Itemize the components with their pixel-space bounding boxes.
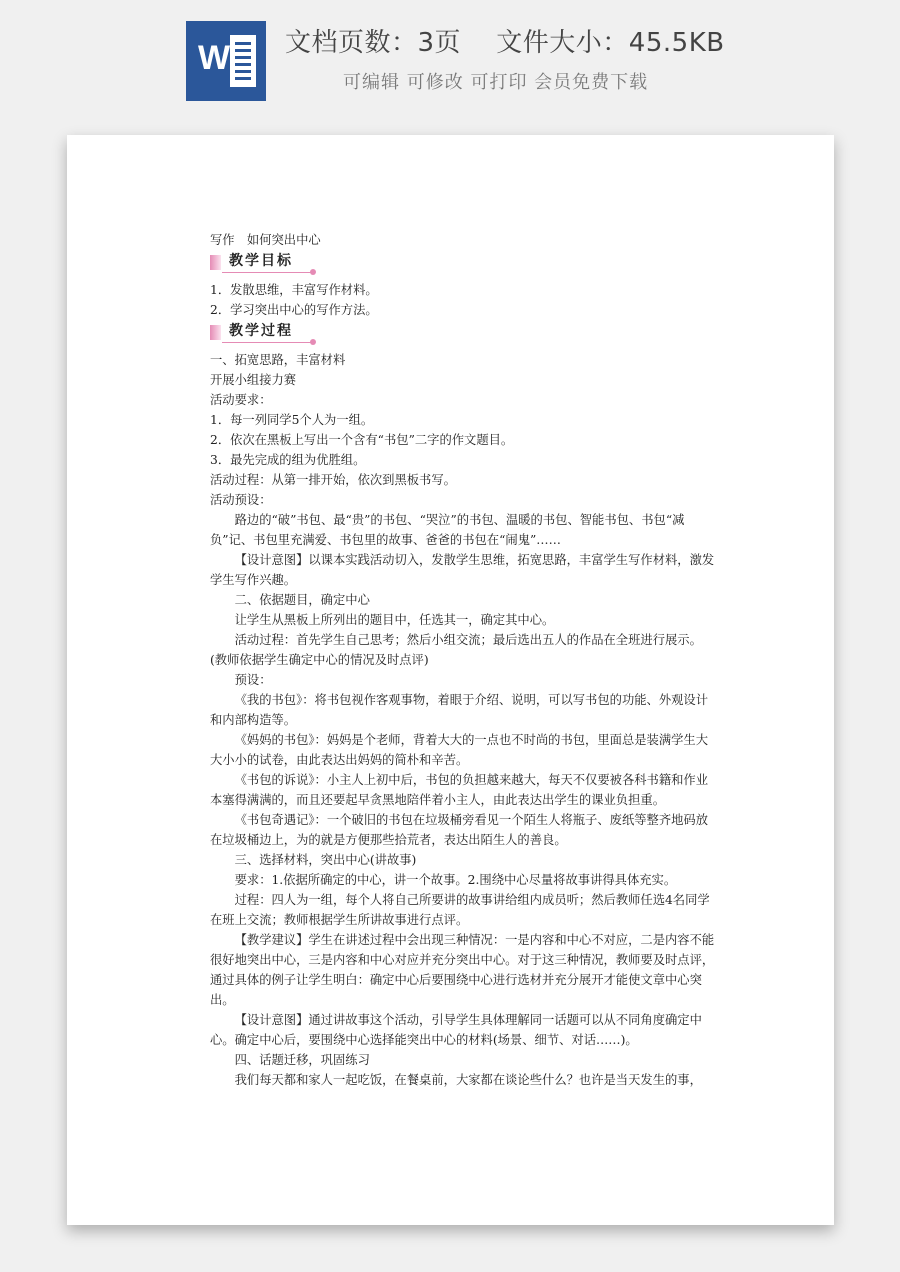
paragraph: 2．依次在黑板上写出一个含有“书包”二字的作文题目。	[210, 433, 514, 447]
paragraph: 《书包奇遇记》：一个破旧的书包在垃圾桶旁看见一个陌生人将瓶子、废纸等整齐地码放在垃圾桶边上，为的就是方便那些拾荒者，表达出陌生人的善良。	[210, 813, 709, 847]
paragraph: 1．每一列同学5个人为一组。	[210, 413, 374, 427]
paragraph: 活动过程：从第一排开始，依次到黑板书写。	[210, 473, 456, 487]
document-features: 可编辑 可修改 可打印 会员免费下载	[343, 72, 649, 93]
paragraph: 《书包的诉说》：小主人上初中后，书包的负担越来越大，每天不仅要被各科书籍和作业本塞得满满的，而且还要起早贪黑地陪伴着小主人，由此表达出学生的课业负担重。	[210, 773, 709, 807]
document-lines-icon	[230, 35, 256, 87]
section-heading-process	[210, 322, 717, 344]
document-content	[210, 230, 717, 1090]
paragraph: 要求：1.依据所确定的中心，讲一个故事。2.围绕中心尽量将故事讲得具体充实。	[234, 873, 677, 887]
paragraph: 三、选择材料，突出中心(讲故事)	[234, 853, 417, 867]
document-title: 写作 如何突出中心	[210, 233, 321, 247]
design-intent-paragraph: 【设计意图】通过讲故事这个活动，引导学生具体理解同一话题可以从不同角度确定中心。确定中心后，要围绕中心选择能突出中心的材料(场景、细节、对话……)。	[210, 1013, 702, 1047]
download-banner	[0, 0, 900, 120]
word-document-icon	[186, 21, 266, 101]
paragraph: 活动要求：	[210, 393, 272, 407]
paragraph: 路边的“破”书包、最“贵”的书包、“哭泣”的书包、温暖的书包、智能书包、书包“减负”记、书包里充满爱、书包里的故事、爸爸的书包在“闹鬼”……	[210, 513, 685, 547]
document-page	[67, 135, 834, 1225]
word-icon-letter: W	[198, 39, 231, 77]
teaching-suggestion-paragraph: 【教学建议】学生在讲述过程中会出现三种情况：一是内容和中心不对应，二是内容不能很好地突出中心，三是内容和中心对应并充分突出中心。对于这三种情况，教师要及时点评，通过具体的例子让学生明白：确定中心后要围绕中心进行选材并充分展开才能使文章中心突出。	[210, 933, 715, 1007]
paragraph: 活动预设：	[210, 493, 272, 507]
design-intent-paragraph: 【设计意图】以课本实践活动切入，发散学生思维，拓宽思路，丰富学生写作材料，激发学生写作兴趣。	[210, 553, 715, 587]
paragraph: 开展小组接力赛	[210, 373, 297, 387]
document-info: 文档页数：3页 文件大小：45.5KB	[285, 28, 725, 58]
paragraph: 四、话题迁移，巩固练习	[234, 1053, 370, 1067]
paragraph: 预设：	[234, 673, 272, 687]
paragraph: 二、依据题目，确定中心	[234, 593, 370, 607]
goal-item: 2．学习突出中心的写作方法。	[210, 303, 378, 317]
paragraph: 《我的书包》：将书包视作客观事物，着眼于介绍、说明，可以写书包的功能、外观设计和内部构造等。	[210, 693, 709, 727]
section-heading-goals	[210, 252, 717, 274]
paragraph: 3．最先完成的组为优胜组。	[210, 453, 366, 467]
paragraph: 《妈妈的书包》：妈妈是个老师，背着大大的一点也不时尚的书包，里面总是装满学生大大小小的试卷，由此表达出妈妈的简朴和辛苦。	[210, 733, 709, 767]
paragraph: 活动过程：首先学生自己思考；然后小组交流；最后选出五人的作品在全班进行展示。(教师依据学生确定中心的情况及时点评)	[210, 633, 702, 667]
goal-item: 1．发散思维，丰富写作材料。	[210, 283, 378, 297]
paragraph: 我们每天都和家人一起吃饭，在餐桌前，大家都在谈论些什么？也许是当天发生的事，	[234, 1073, 702, 1087]
section-heading-text: 教学过程	[229, 323, 293, 339]
section-heading-text: 教学目标	[229, 253, 293, 269]
paragraph: 一、拓宽思路，丰富材料	[210, 353, 346, 367]
paragraph: 让学生从黑板上所列出的题目中，任选其一，确定其中心。	[234, 613, 555, 627]
paragraph: 过程：四人为一组，每个人将自己所要讲的故事讲给组内成员听；然后教师任选4名同学在班上交流；教师根据学生所讲故事进行点评。	[210, 893, 710, 927]
